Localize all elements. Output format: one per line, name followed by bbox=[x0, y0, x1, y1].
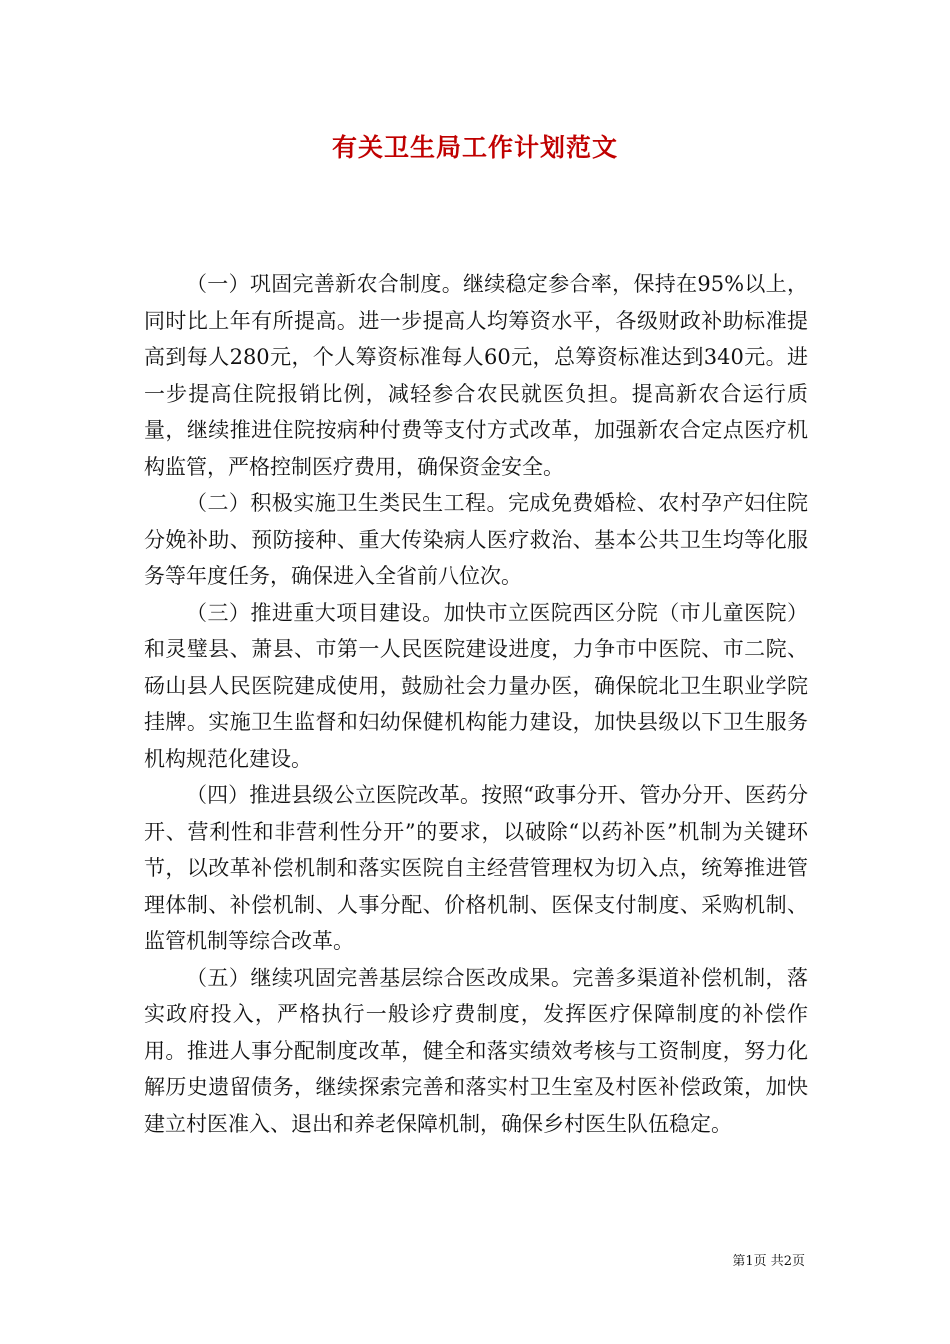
paragraph-3: （三）推进重大项目建设。加快市立医院西区分院（市儿童医院）和灵璧县、萧县、市第一人民医院建设进度，力争市中医院、市二院、砀山县人民医院建成使用，鼓励社会力量办医，确保皖北卫生职业学院挂牌。实施卫生监督和妇幼保健机构能力建设，加快县级以下卫生服务机构规范化建设。 bbox=[144, 600, 808, 771]
paragraph-4: （四）推进县级公立医院改革。按照“政事分开、管办分开、医药分开、营利性和非营利性分开”的要求，以破除“以药补医”机制为关键环节，以改革补偿机制和落实医院自主经营管理权为切入点，统筹推进管理体制、补偿机制、人事分配、价格机制、医保支付制度、采购机制、监管机制等综合改革。 bbox=[144, 783, 808, 953]
paragraph-1: （一）巩固完善新农合制度。继续稳定参合率，保持在95%以上，同时比上年有所提高。进一步提高人均筹资水平，各级财政补助标准提高到每人280元，个人筹资标准每人60元，总筹资标准达到340元。进一步提高住院报销比例，减轻参合农民就医负担。提高新农合运行质量，继续推进住院按病种付费等支付方式改革，加强新农合定点医疗机构监管，严格控制医疗费用，确保资金安全。 bbox=[144, 272, 808, 479]
page-number-footer: 第1页 共2页 bbox=[732, 1254, 805, 1269]
document-body bbox=[144, 266, 808, 1142]
document-title: 有关卫生局工作计划范文 bbox=[331, 133, 618, 162]
paragraph-5: （五）继续巩固完善基层综合医改成果。完善多渠道补偿机制，落实政府投入，严格执行一般诊疗费制度，发挥医疗保障制度的补偿作用。推进人事分配制度改革，健全和落实绩效考核与工资制度，努力化解历史遗留债务，继续探索完善和落实村卫生室及村医补偿政策，加快建立村医准入、退出和养老保障机制，确保乡村医生队伍稳定。 bbox=[144, 965, 808, 1136]
paragraph-2: （二）积极实施卫生类民生工程。完成免费婚检、农村孕产妇住院分娩补助、预防接种、重大传染病人医疗救治、基本公共卫生均等化服务等年度任务，确保进入全省前八位次。 bbox=[144, 491, 808, 588]
